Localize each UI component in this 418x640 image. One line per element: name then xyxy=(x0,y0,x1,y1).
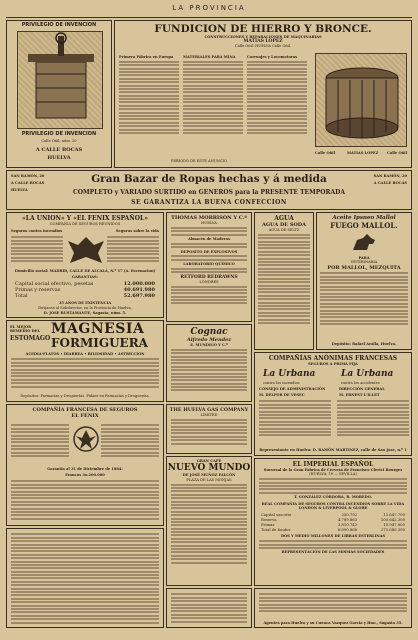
union-garantias: GARANTIAS: xyxy=(72,275,98,279)
union-row1-label: Capital social efectivo, pesetas xyxy=(15,281,94,287)
companias-ad xyxy=(254,352,412,456)
union-fire: Seguros contra incendios xyxy=(11,229,63,233)
bazar-left2: A CALLE BOCAS xyxy=(11,181,45,185)
imperial-thanks: T. GONZÁLEZ CÓRDOBA, R. MOREDO. xyxy=(294,495,372,500)
table-cell-value: 100.642.300 xyxy=(380,517,405,523)
companias-ci-left: CONSEJO DE ADMINISTRACIÓN xyxy=(259,387,326,391)
magnesia-tags: ACEDIA-FLATOS • DIARREA • BILIOSIDAD • ASTRICCION xyxy=(25,352,145,356)
privilegio-bottom: PRIVILEGIO DE INVENCION xyxy=(21,131,97,137)
nuevo-top: GRAN CAFÉ xyxy=(196,459,222,463)
footer-agents: Agentes para Huelva y su Cuenca Vazquez Garcia y Hno., Sagasta 35. xyxy=(263,620,403,625)
thomas-ad xyxy=(166,212,252,322)
press-machine-illustration xyxy=(17,31,103,129)
fundicion-col1-text xyxy=(119,61,179,134)
cognac-ad xyxy=(166,324,252,402)
union-title: «LA UNION» Y «EL FENIX ESPAÑOL» xyxy=(22,215,148,222)
fuego-l3: POR MALLOL, MEZQUITA xyxy=(327,264,401,271)
companias-names-left: M. DELFOR DE VESEC xyxy=(259,393,305,397)
fundicion-foot-mid: MATIAS LOPEZ xyxy=(347,151,379,155)
imperial-title: EL IMPERIAL ESPAÑOL xyxy=(292,461,374,468)
fundicion-note: PERIODO DE ESTE ANUNCIO xyxy=(171,159,228,163)
bazar-left: SAN RAMÓN, 20 xyxy=(11,174,45,178)
thomas-a2: DEPOSITO DE EXPLOSIVOS xyxy=(180,249,238,254)
gas-title: THE HUELVA GAS COMPANY xyxy=(169,407,249,413)
companias-right: La Urbana xyxy=(341,369,394,379)
fundicion-addr: Calle Oñil. HUELVA Calle Oñil. xyxy=(234,44,292,49)
fundicion-foot-left: Calle Oñil xyxy=(315,151,335,155)
hispano-date: Garantía al 31 de Diciembre de 1884: xyxy=(47,467,123,471)
table-cell-label: Capital suscrito xyxy=(261,512,292,518)
fundicion-col2-head: MATERIALES PARA MINA xyxy=(183,55,236,59)
fuego-l2: VETERINARIA xyxy=(350,260,378,265)
fuego-ad xyxy=(316,212,412,350)
union-row2-val: 40.691.980 xyxy=(123,287,155,293)
gas-text xyxy=(167,419,251,445)
bottom-right-notices xyxy=(254,588,412,628)
cognac-sub: Alfredo Mendez xyxy=(186,337,232,343)
bazar-city: HUELVA xyxy=(11,188,28,192)
union-ad xyxy=(6,212,164,318)
imperial-line: Sucursal de la Gran Fabrica de Cerveza de Francisco Clerici Bourges xyxy=(263,468,403,472)
hispano-left-text xyxy=(11,423,69,458)
union-sub: COMPAÑIA DE SEGUROS REUNIDOS xyxy=(49,222,121,226)
companias-names-right: M. ERNEST L'ILLET xyxy=(339,393,380,397)
bottom-left-text xyxy=(7,529,163,628)
table-cell-label: Total de fondos xyxy=(261,527,291,533)
fuego-foot: Depósito: Rafael Aralla, Huelva. xyxy=(331,341,397,346)
union-domicile: Domicilio social: MADRID, CALLE DE ALCALÁ, N.º 17 (A. Escenacion) xyxy=(14,269,156,273)
table-cell-label: Primas xyxy=(261,522,275,528)
agua-ad xyxy=(254,212,314,350)
table-cell-value: 3.810.743 xyxy=(337,522,358,528)
nuevo-mundo-ad xyxy=(166,456,252,586)
agua-seltz: AGUA DE SELTZ xyxy=(268,228,300,232)
nuevo-addr: PLAZA DE LAS MONJAS xyxy=(186,477,232,482)
magnesia-left: EL MEJOR REMEDIO DEL xyxy=(10,325,41,334)
magnesia-title2: FORMIGUERA xyxy=(51,336,148,350)
table-row xyxy=(260,527,406,532)
union-life: Seguros sobre la vida xyxy=(115,229,159,233)
eagle-emblem-icon xyxy=(66,233,106,267)
magnesia-text xyxy=(11,357,159,389)
fuego-text xyxy=(317,272,411,325)
table-cell-value: 13.647.700 xyxy=(383,512,405,518)
bazar-line2: COMPLETO y VARIADO SURTIDO en GENEROS para la PRESENTE TEMPORADA xyxy=(73,189,345,196)
magnesia-foot: Depósitos: Farmacias y Droguerías. Pídase en Farmacias y Droguerías. xyxy=(20,393,150,398)
hispano-title2: EL FÉNIX xyxy=(71,413,99,419)
thomas-title: THOMAS MORRISON Y C.ª xyxy=(171,215,247,221)
gas-ad xyxy=(166,404,252,454)
gas-sub: LIMITED xyxy=(200,413,218,417)
fundicion-col1 xyxy=(119,55,179,135)
companias-agent: Representante en Huelva: D. RAMÓN MARTINEZ, calle de San Jose, n.º 1 xyxy=(259,447,407,452)
fundicion-col2-text xyxy=(183,61,243,134)
hispano-body xyxy=(11,479,159,521)
cognac-by: E. MUNDIGO Y C.ª xyxy=(190,343,228,347)
imperial-text xyxy=(255,478,411,494)
imperial-agent: REPRESENTACIÓN DE LAS MISMAS SOCIEDADES xyxy=(281,550,385,555)
companias-left-text xyxy=(259,399,331,438)
running-head xyxy=(6,4,412,18)
union-foot2: D. JOSE BUSTAMANTE, Sagasta, núm. 5. xyxy=(43,311,127,315)
press-machine-icon xyxy=(18,32,104,130)
companias-ci-right: DIRECCIÓN GENERAL xyxy=(339,387,385,391)
bazar-title: Gran Bazar de Ropas hechas y á medida xyxy=(91,173,327,185)
page-title: LA PROVINCIA xyxy=(172,4,246,12)
thomas-text4 xyxy=(167,268,251,273)
table-cell-value: 275.680.300 xyxy=(380,527,405,533)
hispano-ad xyxy=(6,404,164,526)
magnesia-title: MAGNESIA xyxy=(51,321,145,337)
imperial-addr: (HUELVA, 19 — SEVILLA) xyxy=(309,472,357,477)
imperial-rail: REAL COMPAÑIA DE SEGUROS CONTRA INCENDIOS SOBRE LA VIDA xyxy=(261,501,405,506)
magnesia-left2: ESTOMAGO xyxy=(10,335,51,342)
companias-left: La Urbana xyxy=(263,369,316,379)
privilegio-top: PRIVILEGIO DE INVENCION xyxy=(21,22,97,28)
agua-title: AGUA xyxy=(274,215,294,222)
hispano-title: COMPAÑÍA FRANCESA DE SEGUROS xyxy=(32,407,138,413)
insurance-table xyxy=(260,512,406,532)
union-years: 35 AÑOS DE EXISTENCIA xyxy=(58,301,112,305)
fundicion-subtitle: CONSTRUCCIONES Y REPARACIONES DE MAQUINARIAS xyxy=(204,35,322,39)
companias-right-text xyxy=(337,399,409,438)
horse-icon xyxy=(349,232,379,254)
boiler-machine-icon xyxy=(316,54,408,148)
thomas-sub: HUELVA xyxy=(201,221,217,225)
union-foot1: Diríjanse al Subdirector, en la Provincia de Huelva, xyxy=(38,306,132,310)
union-row3-val: 52.697.980 xyxy=(123,293,155,299)
table-cell-value: 8.890.868 xyxy=(337,527,358,533)
fuego-top: Aceite Ipsneo Mallol xyxy=(332,215,396,221)
phoenix-emblem-icon xyxy=(72,425,100,453)
fundicion-ad xyxy=(114,20,412,168)
union-row1-val: 12.000.000 xyxy=(123,281,155,287)
privilegio-addr: Calle Oñil, núm. 20 xyxy=(41,139,77,143)
fuego-title: FUEGO MALLOL. xyxy=(330,221,398,230)
thomas-a3: LABORATORIO QUÍMICO xyxy=(183,262,235,267)
fundicion-col1-head: Primera Fábrica en Europa xyxy=(119,55,174,59)
union-row2-label: Primas y reservas xyxy=(15,287,61,293)
hispano-right-text xyxy=(101,423,159,458)
fundicion-col2 xyxy=(183,55,243,135)
bazar-right2: A CALLE BOCAS xyxy=(373,181,407,185)
agua-soda: AGUA DE SODA xyxy=(261,222,307,228)
bottom-mid-text xyxy=(167,589,251,627)
table-cell-value: 4.789.863 xyxy=(337,517,358,523)
imperial-dos: DOS Y MEDIO MILLONES DE LIBRAS ESTERLINAS xyxy=(280,534,386,539)
table-cell-value: 250.792 xyxy=(341,512,358,518)
machine-illustration xyxy=(315,53,407,147)
fuego-l1: PARA xyxy=(358,256,370,260)
magnesia-ad xyxy=(6,320,164,402)
thomas-brand: RETFORD REDRAWNS xyxy=(180,274,238,280)
nuevo-title: NUEVO MUNDO xyxy=(167,463,251,474)
fundicion-foot-right: Calle Oñil xyxy=(387,151,407,155)
thomas-text5 xyxy=(167,286,251,305)
nuevo-text xyxy=(167,484,251,564)
table-cell-label: Reserva xyxy=(261,517,277,523)
companias-title: COMPAÑÍAS ANÓNIMAS FRANCESAS xyxy=(268,355,398,362)
fundicion-owner: MATIAS LOPEZ xyxy=(243,39,283,45)
companias-sub: SEGUROS A PRIMA FIJA xyxy=(308,362,358,366)
bottom-mid-notices xyxy=(166,588,252,628)
union-left-text xyxy=(11,235,63,264)
thomas-text3 xyxy=(167,255,251,260)
fundicion-col3-head: Carruajes y Locomotoras xyxy=(247,55,298,59)
imperial-text2 xyxy=(255,540,411,549)
nuevo-sub: DE JOSÉ MUÑOZ FALCÓN xyxy=(182,473,236,478)
companias-right-sub: contra los accidentes xyxy=(341,381,380,385)
hispano-cap: Francos 3o.200.000 xyxy=(65,473,105,477)
fundicion-col3-text xyxy=(247,61,307,134)
bottom-left-notices xyxy=(6,528,164,628)
imperial-rail2: LONDON & LIVERPOOL & GLOBE xyxy=(298,505,368,510)
thomas-text2 xyxy=(167,243,251,248)
thomas-place: LONDRES xyxy=(199,279,219,284)
fundicion-col3 xyxy=(247,55,307,135)
privilegio-city: HUELVA xyxy=(47,155,71,161)
cognac-title: Cognac xyxy=(190,327,228,337)
table-cell-value: 10.947.800 xyxy=(383,522,405,528)
union-right-text xyxy=(107,235,159,264)
bazar-ad xyxy=(6,170,412,210)
privilegio-ad xyxy=(6,20,112,168)
union-capital-table xyxy=(15,281,155,299)
companias-left-sub: contra los incendios xyxy=(263,381,300,385)
imperial-ad xyxy=(254,458,412,586)
cognac-text xyxy=(167,349,251,392)
union-row3-label: Total xyxy=(15,293,28,299)
thomas-a1: Almacén de Maderas xyxy=(187,236,231,241)
thomas-text1 xyxy=(167,227,251,236)
bazar-line3: SE GARANTIZA LA BUENA CONFECCION xyxy=(131,199,287,206)
agua-text xyxy=(255,234,313,324)
privilegio-addr2: A CALLE BOCAS xyxy=(35,147,83,153)
bazar-right: SAN RAMÓN, 20 xyxy=(373,174,407,178)
fundicion-title: FUNDICION DE HIERRO Y BRONCE. xyxy=(154,23,372,35)
bottom-right-text xyxy=(255,589,411,617)
